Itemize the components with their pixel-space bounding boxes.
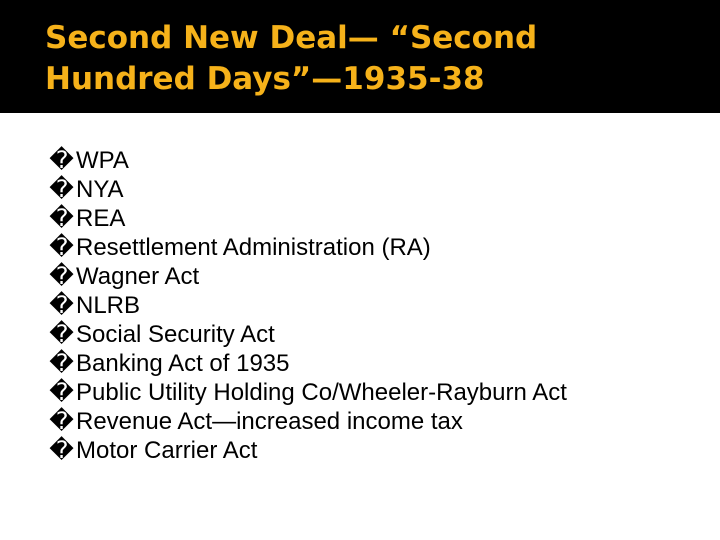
list-item-text: Public Utility Holding Co/Wheeler-Rayburn Act [76,379,567,406]
replacement-character-bullet-icon: � [49,320,74,348]
list-item-text: Banking Act of 1935 [76,350,290,377]
title-bar [0,0,720,113]
replacement-character-bullet-icon: � [49,262,74,290]
replacement-character-bullet-icon: � [49,349,74,377]
page-title [45,18,695,100]
title-line-1: Second New Deal— “Second [45,20,538,56]
replacement-character-bullet-icon: � [49,291,74,319]
list-item-text: WPA [76,147,129,174]
list-item-text: Resettlement Administration (RA) [76,234,431,261]
list-item-revenue-act [48,407,567,436]
list-item-motor-carrier-act [48,436,567,465]
replacement-character-bullet-icon: � [49,407,74,435]
list-item-text: NLRB [76,292,141,319]
legislation-list [48,146,567,465]
list-item-social-security-act [48,320,567,349]
list-item-wpa [48,146,567,175]
list-item-text: NYA [76,176,124,203]
list-item-text: Wagner Act [76,263,200,290]
list-item-public-utility-holding-act [48,378,567,407]
list-item-text: REA [76,205,126,232]
list-item-text: Motor Carrier Act [76,437,258,464]
list-item-wagner-act [48,262,567,291]
replacement-character-bullet-icon: � [49,378,74,406]
list-item-text: Revenue Act—increased income tax [76,408,463,435]
replacement-character-bullet-icon: � [49,175,74,203]
list-item-text: Social Security Act [76,321,275,348]
replacement-character-bullet-icon: � [49,204,74,232]
list-item-nya [48,175,567,204]
list-item-resettlement-administration [48,233,567,262]
list-item-rea [48,204,567,233]
title-line-2: Hundred Days”—1935-38 [45,61,485,97]
replacement-character-bullet-icon: � [49,233,74,261]
list-item-banking-act [48,349,567,378]
replacement-character-bullet-icon: � [49,436,74,464]
list-item-nlrb [48,291,567,320]
replacement-character-bullet-icon: � [49,146,74,174]
